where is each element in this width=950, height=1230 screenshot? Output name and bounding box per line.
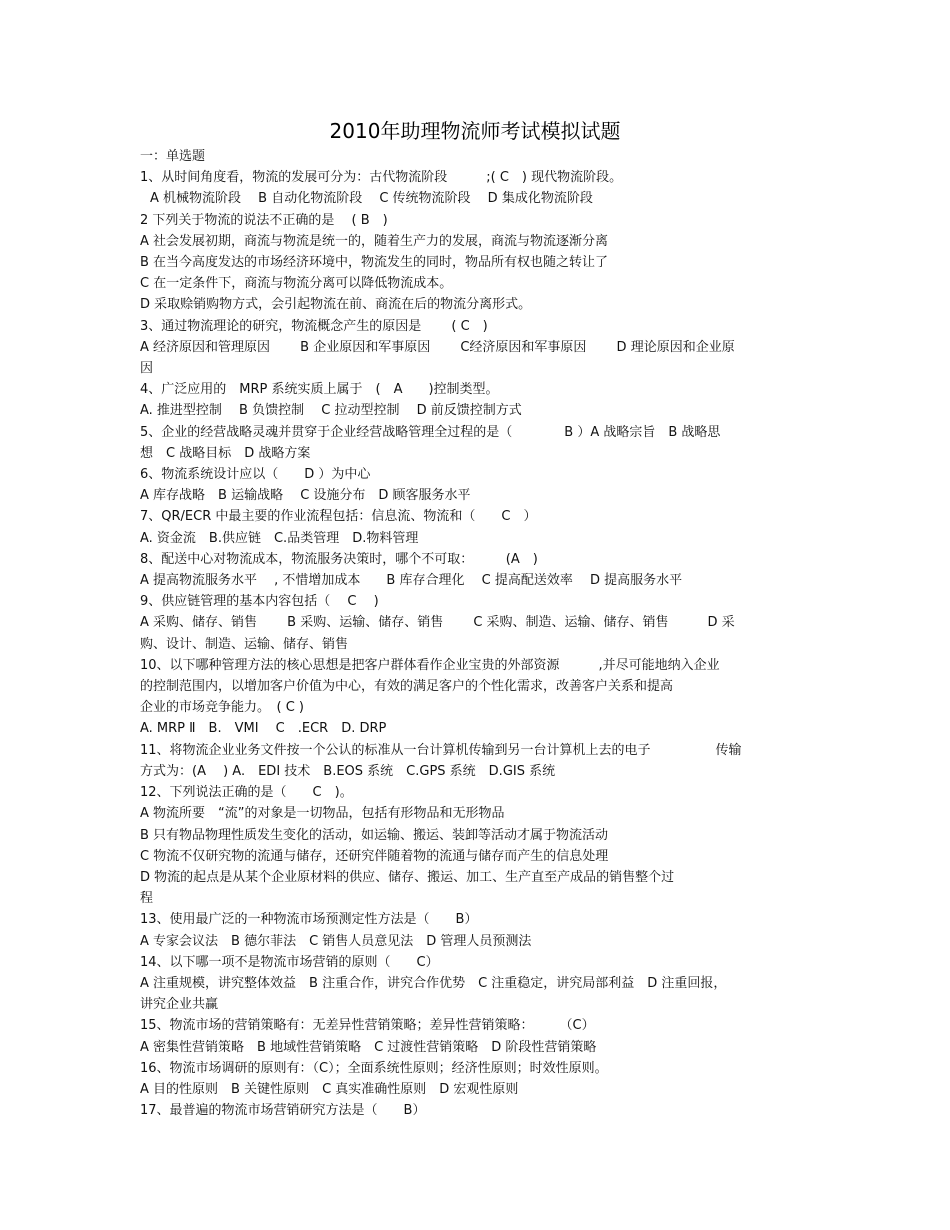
- question-9-options: A 采购、储存、销售 B 采购、运输、储存、销售 C 采购、制造、运输、储存、销售 D 采: [140, 615, 735, 631]
- question-11: 11、将物流企业业务文件按一个公认的标准从一台计算机传输到另一台计算机上去的电子 传输: [140, 742, 742, 758]
- question-10: 10、以下哪种管理方法的核心思想是把客户群体看作企业宝贵的外部资源 ,并尽可能地纳入企业: [140, 657, 720, 673]
- question-2-option-c: C 在一定条件下，商流与物流分离可以降低物流成本。: [140, 276, 453, 292]
- question-8: 8、配送中心对物流成本，物流服务决策时，哪个不可取： (A ): [140, 551, 538, 567]
- question-1: 1、从时间角度看，物流的发展可分为：古代物流阶段 ;( C ) 现代物流阶段。: [140, 170, 623, 186]
- question-13: 13、使用最广泛的一种物流市场预测定性方法是（ B）: [140, 912, 478, 928]
- question-4: 4、广泛应用的 MRP 系统实质上属于 ( A )控制类型。: [140, 382, 499, 398]
- question-8-options: A 提高物流服务水平 , 不惜增加成本 B 库存合理化 C 提高配送效率 D 提高服务水平: [140, 573, 683, 589]
- question-12-option-d-cont: 程: [140, 891, 154, 907]
- question-6-options: A 库存战略 B 运输战略 C 设施分布 D 顾客服务水平: [140, 488, 471, 504]
- question-1-options: A 机械物流阶段 B 自动化物流阶段 C 传统物流阶段 D 集成化物流阶段: [150, 191, 593, 207]
- question-12-option-c: C 物流不仅研究物的流通与储存，还研究伴随着物的流通与储存而产生的信息处理: [140, 848, 609, 864]
- page-title: 2010年助理物流师考试模拟试题: [329, 119, 621, 143]
- question-12-option-d: D 物流的起点是从某个企业原材料的供应、储存、搬运、加工、生产直至产成品的销售整个过: [140, 869, 675, 885]
- question-15-options: A 密集性营销策略 B 地域性营销策略 C 过渡性营销策略 D 阶段性营销策略: [140, 1039, 597, 1055]
- question-3: 3、通过物流理论的研究，物流概念产生的原因是 ( C ): [140, 318, 488, 334]
- question-10-cont-1: 的控制范围内，以增加客户价值为中心，有效的满足客户的个性化需求，改善客户关系和提高: [140, 679, 674, 695]
- question-9: 9、供应链管理的基本内容包括（ C ): [140, 594, 379, 610]
- question-4-options: A. 推进型控制 B 负馈控制 C 拉动型控制 D 前反馈控制方式: [140, 403, 522, 419]
- question-7-options: A. 资金流 B.供应链 C.品类管理 D.物料管理: [140, 530, 419, 546]
- question-14-options: A 注重规模，讲究整体效益 B 注重合作，讲究合作优势 C 注重稳定，讲究局部利益 D 注重回报，: [140, 975, 727, 991]
- question-14: 14、以下哪一项不是物流市场营销的原则（ C）: [140, 954, 439, 970]
- question-7: 7、QR/ECR 中最主要的作业流程包括：信息流、物流和（ C ）: [140, 509, 537, 525]
- question-5-cont: 想 C 战略目标 D 战略方案: [140, 445, 311, 461]
- question-3-options: A 经济原因和管理原因 B 企业原因和军事原因 C经济原因和军事原因 D 理论原因和企业原: [140, 339, 735, 355]
- question-5: 5、企业的经营战略灵魂并贯穿于企业经营战略管理全过程的是（ B ）A 战略宗旨 B 战略思: [140, 424, 721, 440]
- question-10-options: A. MRP Ⅱ B. VMI C .ECR D. DRP: [140, 721, 387, 737]
- question-2-option-a: A 社会发展初期，商流与物流是统一的，随着生产力的发展，商流与物流逐渐分离: [140, 233, 609, 249]
- question-6: 6、物流系统设计应以（ D ）为中心: [140, 467, 371, 483]
- document-body: [140, 146, 810, 1121]
- question-16-options: A 目的性原则 B 关键性原则 C 真实准确性原则 D 宏观性原则: [140, 1081, 519, 1097]
- question-13-options: A 专家会议法 B 德尔菲法 C 销售人员意见法 D 管理人员预测法: [140, 933, 532, 949]
- question-12: 12、下列说法正确的是（ C )。: [140, 785, 353, 801]
- section-heading: 一：单选题: [140, 149, 206, 164]
- question-9-options-cont: 购、设计、制造、运输、储存、销售: [140, 636, 349, 652]
- question-12-option-b: B 只有物品物理性质发生变化的活动，如运输、搬运、装卸等活动才属于物流活动: [140, 827, 609, 843]
- question-12-option-a: A 物流所要 “流”的对象是一切物品，包括有形物品和无形物品: [140, 806, 505, 822]
- question-2: 2 下列关于物流的说法不正确的是 ( B ): [140, 212, 388, 228]
- question-14-options-cont: 讲究企业共赢: [140, 997, 219, 1013]
- question-15: 15、物流市场的营销策略有：无差异性营销策略；差异性营销策略： （C）: [140, 1018, 595, 1034]
- question-3-options-cont: 因: [140, 361, 154, 377]
- question-2-option-b: B 在当今高度发达的市场经济环境中，物流发生的同时，物品所有权也随之转让了: [140, 255, 609, 271]
- question-11-cont: 方式为：(A ) A. EDI 技术 B.EOS 系统 C.GPS 系统 D.GIS 系统: [140, 763, 556, 779]
- question-2-option-d: D 采取赊销购物方式，会引起物流在前、商流在后的物流分离形式。: [140, 297, 532, 313]
- question-10-cont-2: 企业的市场竞争能力。 ( C ): [140, 700, 304, 716]
- question-17: 17、最普遍的物流市场营销研究方法是（ B）: [140, 1103, 426, 1119]
- question-16: 16、物流市场调研的原则有：（C）；全面系统性原则；经济性原则；时效性原则。: [140, 1060, 608, 1076]
